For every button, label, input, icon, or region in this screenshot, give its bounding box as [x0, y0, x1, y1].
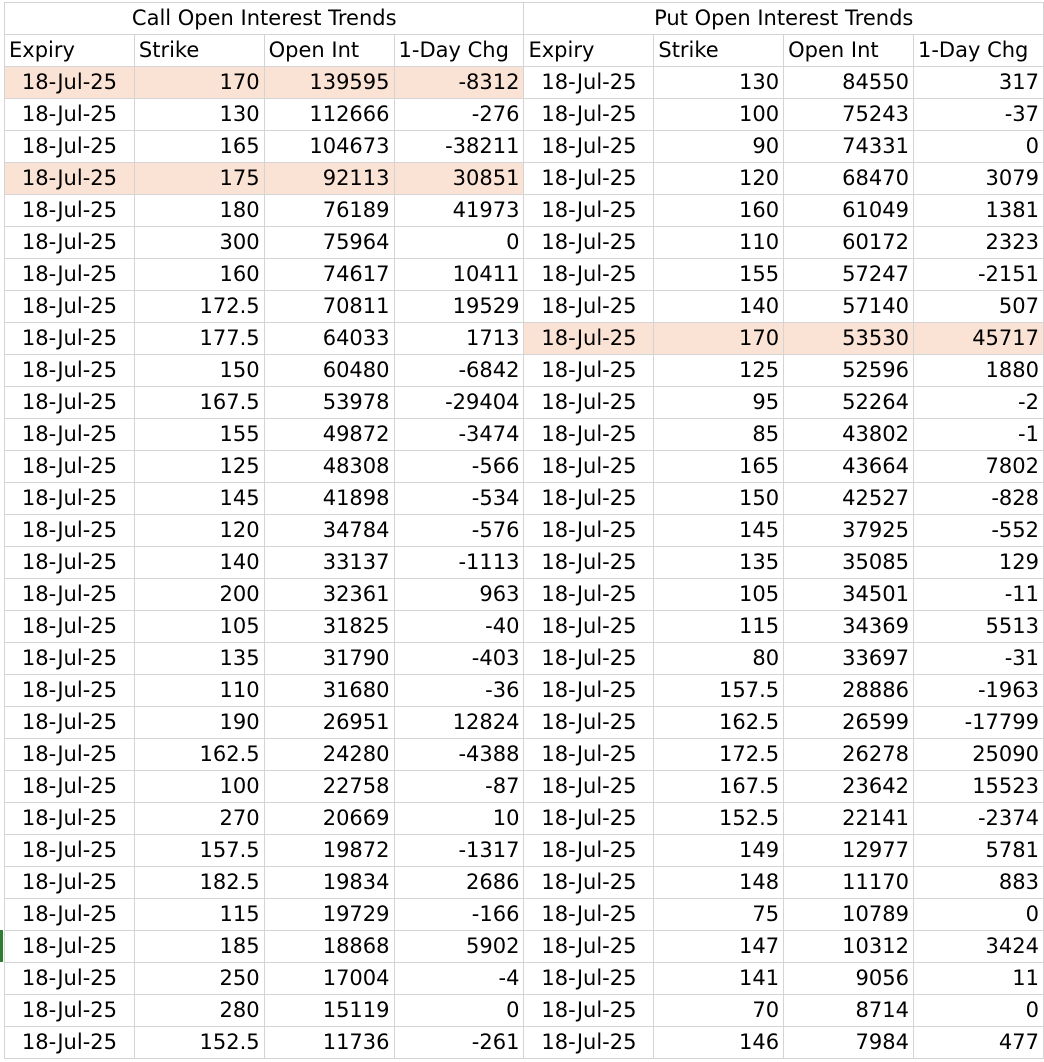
table-row [5, 1027, 1044, 1059]
call-day-change-cell[interactable]: -261 [394, 1027, 524, 1059]
put-strike-cell[interactable]: 141 [654, 963, 784, 995]
call-expiry-cell[interactable]: 18-Jul-25 [5, 611, 135, 643]
put-open-int-cell[interactable]: 43802 [784, 419, 914, 451]
call-strike-cell[interactable]: 175 [134, 163, 264, 195]
table-row [5, 547, 1044, 579]
call-open-int-cell[interactable]: 49872 [264, 419, 394, 451]
put-strike-cell[interactable]: 167.5 [654, 771, 784, 803]
call-strike-cell[interactable]: 200 [134, 579, 264, 611]
put-day-change-cell[interactable]: 5781 [913, 835, 1043, 867]
spreadsheet [4, 2, 1044, 1059]
put-expiry-cell[interactable]: 18-Jul-25 [524, 1027, 654, 1059]
call-open-int-cell[interactable]: 104673 [264, 131, 394, 163]
put-day-change-cell[interactable]: -828 [913, 483, 1043, 515]
call-expiry-cell[interactable]: 18-Jul-25 [5, 515, 135, 547]
call-expiry-cell[interactable]: 18-Jul-25 [5, 387, 135, 419]
put-strike-cell[interactable]: 105 [654, 579, 784, 611]
put-day-change-cell[interactable]: -31 [913, 643, 1043, 675]
put-strike-cell[interactable]: 160 [654, 195, 784, 227]
call-strike-cell[interactable]: 115 [134, 899, 264, 931]
table-row [5, 867, 1044, 899]
call-day-change-cell[interactable]: -534 [394, 483, 524, 515]
call-day-change-cell[interactable]: -1317 [394, 835, 524, 867]
call-day-change-cell[interactable]: 0 [394, 995, 524, 1027]
call-expiry-cell[interactable]: 18-Jul-25 [5, 323, 135, 355]
call-strike-cell[interactable]: 125 [134, 451, 264, 483]
call-open-int-cell[interactable]: 15119 [264, 995, 394, 1027]
table-row [5, 643, 1044, 675]
call-open-int-cell[interactable]: 70811 [264, 291, 394, 323]
put-day-change-cell[interactable]: -2 [913, 387, 1043, 419]
call-strike-cell[interactable]: 190 [134, 707, 264, 739]
call-day-change-cell[interactable]: -87 [394, 771, 524, 803]
call-expiry-cell[interactable]: 18-Jul-25 [5, 963, 135, 995]
call-strike-cell[interactable]: 140 [134, 547, 264, 579]
table-row [5, 291, 1044, 323]
call-open-int-cell[interactable]: 60480 [264, 355, 394, 387]
put-day-change-cell[interactable]: -1 [913, 419, 1043, 451]
put-strike-cell[interactable]: 140 [654, 291, 784, 323]
put-day-change-cell[interactable]: 15523 [913, 771, 1043, 803]
put-expiry-cell[interactable]: 18-Jul-25 [524, 995, 654, 1027]
call-expiry-cell[interactable]: 18-Jul-25 [5, 675, 135, 707]
table-row [5, 899, 1044, 931]
put-open-int-cell[interactable]: 11170 [784, 867, 914, 899]
put-day-change-cell[interactable]: 5513 [913, 611, 1043, 643]
put-open-int-cell[interactable]: 43664 [784, 451, 914, 483]
call-open-int-cell[interactable]: 19834 [264, 867, 394, 899]
put-day-change-cell[interactable]: 507 [913, 291, 1043, 323]
call-strike-cell[interactable]: 120 [134, 515, 264, 547]
put-col-1day-chg[interactable]: 1-Day Chg [913, 35, 1043, 67]
put-open-int-cell[interactable]: 23642 [784, 771, 914, 803]
table-row [5, 963, 1044, 995]
call-open-int-cell[interactable]: 31825 [264, 611, 394, 643]
call-expiry-cell[interactable]: 18-Jul-25 [5, 1027, 135, 1059]
put-day-change-cell[interactable]: 0 [913, 131, 1043, 163]
call-day-change-cell[interactable]: -6842 [394, 355, 524, 387]
put-strike-cell[interactable]: 125 [654, 355, 784, 387]
put-day-change-cell[interactable]: 0 [913, 995, 1043, 1027]
call-open-int-cell[interactable]: 34784 [264, 515, 394, 547]
put-expiry-cell[interactable]: 18-Jul-25 [524, 931, 654, 963]
call-col-open-int[interactable]: Open Int [264, 35, 394, 67]
table-row [5, 355, 1044, 387]
call-day-change-cell[interactable]: -576 [394, 515, 524, 547]
call-expiry-cell[interactable]: 18-Jul-25 [5, 899, 135, 931]
call-col-1day-chg[interactable]: 1-Day Chg [394, 35, 524, 67]
call-day-change-cell[interactable]: 2686 [394, 867, 524, 899]
put-open-int-cell[interactable]: 26278 [784, 739, 914, 771]
call-expiry-cell[interactable]: 18-Jul-25 [5, 707, 135, 739]
call-open-int-cell[interactable]: 31790 [264, 643, 394, 675]
call-expiry-cell[interactable]: 18-Jul-25 [5, 67, 135, 99]
put-day-change-cell[interactable]: -1963 [913, 675, 1043, 707]
put-day-change-cell[interactable]: 45717 [913, 323, 1043, 355]
put-expiry-cell[interactable]: 18-Jul-25 [524, 707, 654, 739]
table-row [5, 419, 1044, 451]
put-expiry-cell[interactable]: 18-Jul-25 [524, 99, 654, 131]
call-day-change-cell[interactable]: -166 [394, 899, 524, 931]
put-open-int-cell[interactable]: 60172 [784, 227, 914, 259]
put-open-int-cell[interactable]: 7984 [784, 1027, 914, 1059]
call-day-change-cell[interactable]: 1713 [394, 323, 524, 355]
table-row [5, 195, 1044, 227]
row-selection-marker [0, 930, 3, 962]
put-open-int-cell[interactable]: 10789 [784, 899, 914, 931]
call-day-change-cell[interactable]: -38211 [394, 131, 524, 163]
put-day-change-cell[interactable]: -37 [913, 99, 1043, 131]
call-open-int-cell[interactable]: 18868 [264, 931, 394, 963]
put-day-change-cell[interactable]: 11 [913, 963, 1043, 995]
put-expiry-cell[interactable]: 18-Jul-25 [524, 835, 654, 867]
table-row [5, 387, 1044, 419]
put-open-int-cell[interactable]: 42527 [784, 483, 914, 515]
group-header-row [5, 3, 1044, 35]
call-open-int-cell[interactable]: 74617 [264, 259, 394, 291]
call-strike-cell[interactable]: 300 [134, 227, 264, 259]
call-col-strike[interactable]: Strike [134, 35, 264, 67]
put-expiry-cell[interactable]: 18-Jul-25 [524, 163, 654, 195]
put-strike-cell[interactable]: 165 [654, 451, 784, 483]
call-expiry-cell[interactable]: 18-Jul-25 [5, 227, 135, 259]
put-strike-cell[interactable]: 155 [654, 259, 784, 291]
put-expiry-cell[interactable]: 18-Jul-25 [524, 579, 654, 611]
table-row [5, 771, 1044, 803]
call-day-change-cell[interactable]: -276 [394, 99, 524, 131]
table-row [5, 67, 1044, 99]
call-group-title[interactable]: Call Open Interest Trends [5, 3, 524, 35]
table-row [5, 611, 1044, 643]
call-expiry-cell[interactable]: 18-Jul-25 [5, 547, 135, 579]
put-day-change-cell[interactable]: 3079 [913, 163, 1043, 195]
call-strike-cell[interactable]: 160 [134, 259, 264, 291]
put-strike-cell[interactable]: 147 [654, 931, 784, 963]
put-group-title[interactable]: Put Open Interest Trends [524, 3, 1044, 35]
put-open-int-cell[interactable]: 33697 [784, 643, 914, 675]
call-expiry-cell[interactable]: 18-Jul-25 [5, 867, 135, 899]
call-open-int-cell[interactable]: 22758 [264, 771, 394, 803]
put-strike-cell[interactable]: 80 [654, 643, 784, 675]
put-open-int-cell[interactable]: 8714 [784, 995, 914, 1027]
call-open-int-cell[interactable]: 19729 [264, 899, 394, 931]
call-day-change-cell[interactable]: 10411 [394, 259, 524, 291]
put-strike-cell[interactable]: 172.5 [654, 739, 784, 771]
put-strike-cell[interactable]: 145 [654, 515, 784, 547]
put-day-change-cell[interactable]: 129 [913, 547, 1043, 579]
put-expiry-cell[interactable]: 18-Jul-25 [524, 323, 654, 355]
call-open-int-cell[interactable]: 48308 [264, 451, 394, 483]
put-strike-cell[interactable]: 90 [654, 131, 784, 163]
call-day-change-cell[interactable]: 5902 [394, 931, 524, 963]
put-strike-cell[interactable]: 75 [654, 899, 784, 931]
put-expiry-cell[interactable]: 18-Jul-25 [524, 515, 654, 547]
put-expiry-cell[interactable]: 18-Jul-25 [524, 451, 654, 483]
call-strike-cell[interactable]: 145 [134, 483, 264, 515]
call-strike-cell[interactable]: 100 [134, 771, 264, 803]
put-open-int-cell[interactable]: 57140 [784, 291, 914, 323]
put-strike-cell[interactable]: 152.5 [654, 803, 784, 835]
put-expiry-cell[interactable]: 18-Jul-25 [524, 67, 654, 99]
put-day-change-cell[interactable]: 1381 [913, 195, 1043, 227]
call-open-int-cell[interactable]: 17004 [264, 963, 394, 995]
put-day-change-cell[interactable]: -2151 [913, 259, 1043, 291]
call-expiry-cell[interactable]: 18-Jul-25 [5, 835, 135, 867]
call-day-change-cell[interactable]: -4 [394, 963, 524, 995]
call-strike-cell[interactable]: 180 [134, 195, 264, 227]
put-expiry-cell[interactable]: 18-Jul-25 [524, 355, 654, 387]
put-strike-cell[interactable]: 150 [654, 483, 784, 515]
call-open-int-cell[interactable]: 19872 [264, 835, 394, 867]
call-strike-cell[interactable]: 110 [134, 675, 264, 707]
table-row [5, 739, 1044, 771]
put-expiry-cell[interactable]: 18-Jul-25 [524, 195, 654, 227]
open-interest-table [4, 2, 1044, 1059]
put-day-change-cell[interactable]: 3424 [913, 931, 1043, 963]
put-expiry-cell[interactable]: 18-Jul-25 [524, 739, 654, 771]
call-day-change-cell[interactable]: 19529 [394, 291, 524, 323]
put-expiry-cell[interactable]: 18-Jul-25 [524, 291, 654, 323]
table-row [5, 163, 1044, 195]
call-strike-cell[interactable]: 105 [134, 611, 264, 643]
call-expiry-cell[interactable]: 18-Jul-25 [5, 195, 135, 227]
put-expiry-cell[interactable]: 18-Jul-25 [524, 131, 654, 163]
put-expiry-cell[interactable]: 18-Jul-25 [524, 547, 654, 579]
table-row [5, 995, 1044, 1027]
call-expiry-cell[interactable]: 18-Jul-25 [5, 99, 135, 131]
call-day-change-cell[interactable]: 963 [394, 579, 524, 611]
put-open-int-cell[interactable]: 28886 [784, 675, 914, 707]
call-strike-cell[interactable]: 167.5 [134, 387, 264, 419]
put-day-change-cell[interactable]: 0 [913, 899, 1043, 931]
call-day-change-cell[interactable]: -403 [394, 643, 524, 675]
call-open-int-cell[interactable]: 32361 [264, 579, 394, 611]
put-day-change-cell[interactable]: 25090 [913, 739, 1043, 771]
call-strike-cell[interactable]: 152.5 [134, 1027, 264, 1059]
call-open-int-cell[interactable]: 26951 [264, 707, 394, 739]
put-col-strike[interactable]: Strike [654, 35, 784, 67]
call-day-change-cell[interactable]: -1113 [394, 547, 524, 579]
call-expiry-cell[interactable]: 18-Jul-25 [5, 163, 135, 195]
call-strike-cell[interactable]: 155 [134, 419, 264, 451]
table-row [5, 227, 1044, 259]
call-strike-cell[interactable]: 170 [134, 67, 264, 99]
put-open-int-cell[interactable]: 53530 [784, 323, 914, 355]
put-expiry-cell[interactable]: 18-Jul-25 [524, 227, 654, 259]
call-expiry-cell[interactable]: 18-Jul-25 [5, 771, 135, 803]
call-expiry-cell[interactable]: 18-Jul-25 [5, 931, 135, 963]
call-open-int-cell[interactable]: 24280 [264, 739, 394, 771]
put-strike-cell[interactable]: 100 [654, 99, 784, 131]
put-col-expiry[interactable]: Expiry [524, 35, 654, 67]
call-open-int-cell[interactable]: 76189 [264, 195, 394, 227]
call-open-int-cell[interactable]: 20669 [264, 803, 394, 835]
call-expiry-cell[interactable]: 18-Jul-25 [5, 259, 135, 291]
call-col-expiry[interactable]: Expiry [5, 35, 135, 67]
call-expiry-cell[interactable]: 18-Jul-25 [5, 419, 135, 451]
put-open-int-cell[interactable]: 61049 [784, 195, 914, 227]
call-strike-cell[interactable]: 182.5 [134, 867, 264, 899]
call-open-int-cell[interactable]: 75964 [264, 227, 394, 259]
call-strike-cell[interactable]: 157.5 [134, 835, 264, 867]
put-open-int-cell[interactable]: 26599 [784, 707, 914, 739]
table-row [5, 259, 1044, 291]
call-expiry-cell[interactable]: 18-Jul-25 [5, 451, 135, 483]
table-row [5, 835, 1044, 867]
call-day-change-cell[interactable]: 10 [394, 803, 524, 835]
table-row [5, 675, 1044, 707]
call-open-int-cell[interactable]: 11736 [264, 1027, 394, 1059]
call-strike-cell[interactable]: 270 [134, 803, 264, 835]
put-strike-cell[interactable]: 130 [654, 67, 784, 99]
call-open-int-cell[interactable]: 139595 [264, 67, 394, 99]
put-strike-cell[interactable]: 95 [654, 387, 784, 419]
put-expiry-cell[interactable]: 18-Jul-25 [524, 963, 654, 995]
put-expiry-cell[interactable]: 18-Jul-25 [524, 899, 654, 931]
call-strike-cell[interactable]: 172.5 [134, 291, 264, 323]
put-open-int-cell[interactable]: 34369 [784, 611, 914, 643]
table-row [5, 323, 1044, 355]
table-row [5, 99, 1044, 131]
put-strike-cell[interactable]: 115 [654, 611, 784, 643]
call-open-int-cell[interactable]: 31680 [264, 675, 394, 707]
call-strike-cell[interactable]: 150 [134, 355, 264, 387]
put-day-change-cell[interactable]: -11 [913, 579, 1043, 611]
put-open-int-cell[interactable]: 10312 [784, 931, 914, 963]
call-expiry-cell[interactable]: 18-Jul-25 [5, 579, 135, 611]
call-day-change-cell[interactable]: -36 [394, 675, 524, 707]
call-strike-cell[interactable]: 185 [134, 931, 264, 963]
call-strike-cell[interactable]: 135 [134, 643, 264, 675]
put-open-int-cell[interactable]: 68470 [784, 163, 914, 195]
put-expiry-cell[interactable]: 18-Jul-25 [524, 675, 654, 707]
put-expiry-cell[interactable]: 18-Jul-25 [524, 387, 654, 419]
put-expiry-cell[interactable]: 18-Jul-25 [524, 259, 654, 291]
put-open-int-cell[interactable]: 22141 [784, 803, 914, 835]
call-open-int-cell[interactable]: 33137 [264, 547, 394, 579]
call-expiry-cell[interactable]: 18-Jul-25 [5, 995, 135, 1027]
call-expiry-cell[interactable]: 18-Jul-25 [5, 803, 135, 835]
put-open-int-cell[interactable]: 52596 [784, 355, 914, 387]
put-strike-cell[interactable]: 135 [654, 547, 784, 579]
put-expiry-cell[interactable]: 18-Jul-25 [524, 483, 654, 515]
table-row [5, 515, 1044, 547]
call-day-change-cell[interactable]: 0 [394, 227, 524, 259]
table-row [5, 451, 1044, 483]
call-open-int-cell[interactable]: 92113 [264, 163, 394, 195]
call-day-change-cell[interactable]: -3474 [394, 419, 524, 451]
put-open-int-cell[interactable]: 84550 [784, 67, 914, 99]
put-open-int-cell[interactable]: 35085 [784, 547, 914, 579]
call-open-int-cell[interactable]: 41898 [264, 483, 394, 515]
put-expiry-cell[interactable]: 18-Jul-25 [524, 643, 654, 675]
column-header-row [5, 35, 1044, 67]
call-expiry-cell[interactable]: 18-Jul-25 [5, 483, 135, 515]
call-day-change-cell[interactable]: -29404 [394, 387, 524, 419]
call-open-int-cell[interactable]: 53978 [264, 387, 394, 419]
call-day-change-cell[interactable]: -4388 [394, 739, 524, 771]
put-expiry-cell[interactable]: 18-Jul-25 [524, 771, 654, 803]
put-open-int-cell[interactable]: 75243 [784, 99, 914, 131]
table-row [5, 931, 1044, 963]
put-expiry-cell[interactable]: 18-Jul-25 [524, 803, 654, 835]
call-open-int-cell[interactable]: 112666 [264, 99, 394, 131]
call-strike-cell[interactable]: 250 [134, 963, 264, 995]
table-row [5, 579, 1044, 611]
put-open-int-cell[interactable]: 12977 [784, 835, 914, 867]
put-strike-cell[interactable]: 70 [654, 995, 784, 1027]
put-strike-cell[interactable]: 162.5 [654, 707, 784, 739]
put-strike-cell[interactable]: 85 [654, 419, 784, 451]
call-strike-cell[interactable]: 177.5 [134, 323, 264, 355]
put-day-change-cell[interactable]: 317 [913, 67, 1043, 99]
put-open-int-cell[interactable]: 74331 [784, 131, 914, 163]
put-open-int-cell[interactable]: 52264 [784, 387, 914, 419]
call-day-change-cell[interactable]: 41973 [394, 195, 524, 227]
put-strike-cell[interactable]: 157.5 [654, 675, 784, 707]
call-day-change-cell[interactable]: 30851 [394, 163, 524, 195]
call-strike-cell[interactable]: 280 [134, 995, 264, 1027]
put-strike-cell[interactable]: 149 [654, 835, 784, 867]
table-row [5, 803, 1044, 835]
call-expiry-cell[interactable]: 18-Jul-25 [5, 291, 135, 323]
call-expiry-cell[interactable]: 18-Jul-25 [5, 131, 135, 163]
call-strike-cell[interactable]: 165 [134, 131, 264, 163]
put-day-change-cell[interactable]: -17799 [913, 707, 1043, 739]
call-expiry-cell[interactable]: 18-Jul-25 [5, 355, 135, 387]
put-open-int-cell[interactable]: 57247 [784, 259, 914, 291]
table-row [5, 483, 1044, 515]
call-expiry-cell[interactable]: 18-Jul-25 [5, 739, 135, 771]
put-strike-cell[interactable]: 146 [654, 1027, 784, 1059]
put-col-open-int[interactable]: Open Int [784, 35, 914, 67]
put-strike-cell[interactable]: 170 [654, 323, 784, 355]
put-expiry-cell[interactable]: 18-Jul-25 [524, 867, 654, 899]
put-strike-cell[interactable]: 120 [654, 163, 784, 195]
call-day-change-cell[interactable]: -40 [394, 611, 524, 643]
put-expiry-cell[interactable]: 18-Jul-25 [524, 611, 654, 643]
put-day-change-cell[interactable]: 883 [913, 867, 1043, 899]
call-strike-cell[interactable]: 162.5 [134, 739, 264, 771]
put-day-change-cell[interactable]: 2323 [913, 227, 1043, 259]
put-open-int-cell[interactable]: 9056 [784, 963, 914, 995]
put-day-change-cell[interactable]: 1880 [913, 355, 1043, 387]
table-row [5, 131, 1044, 163]
call-expiry-cell[interactable]: 18-Jul-25 [5, 643, 135, 675]
put-day-change-cell[interactable]: -2374 [913, 803, 1043, 835]
call-day-change-cell[interactable]: -566 [394, 451, 524, 483]
call-strike-cell[interactable]: 130 [134, 99, 264, 131]
call-day-change-cell[interactable]: 12824 [394, 707, 524, 739]
put-strike-cell[interactable]: 110 [654, 227, 784, 259]
put-day-change-cell[interactable]: 477 [913, 1027, 1043, 1059]
put-open-int-cell[interactable]: 34501 [784, 579, 914, 611]
put-strike-cell[interactable]: 148 [654, 867, 784, 899]
put-day-change-cell[interactable]: -552 [913, 515, 1043, 547]
put-open-int-cell[interactable]: 37925 [784, 515, 914, 547]
call-day-change-cell[interactable]: -8312 [394, 67, 524, 99]
table-row [5, 707, 1044, 739]
put-expiry-cell[interactable]: 18-Jul-25 [524, 419, 654, 451]
put-day-change-cell[interactable]: 7802 [913, 451, 1043, 483]
call-open-int-cell[interactable]: 64033 [264, 323, 394, 355]
